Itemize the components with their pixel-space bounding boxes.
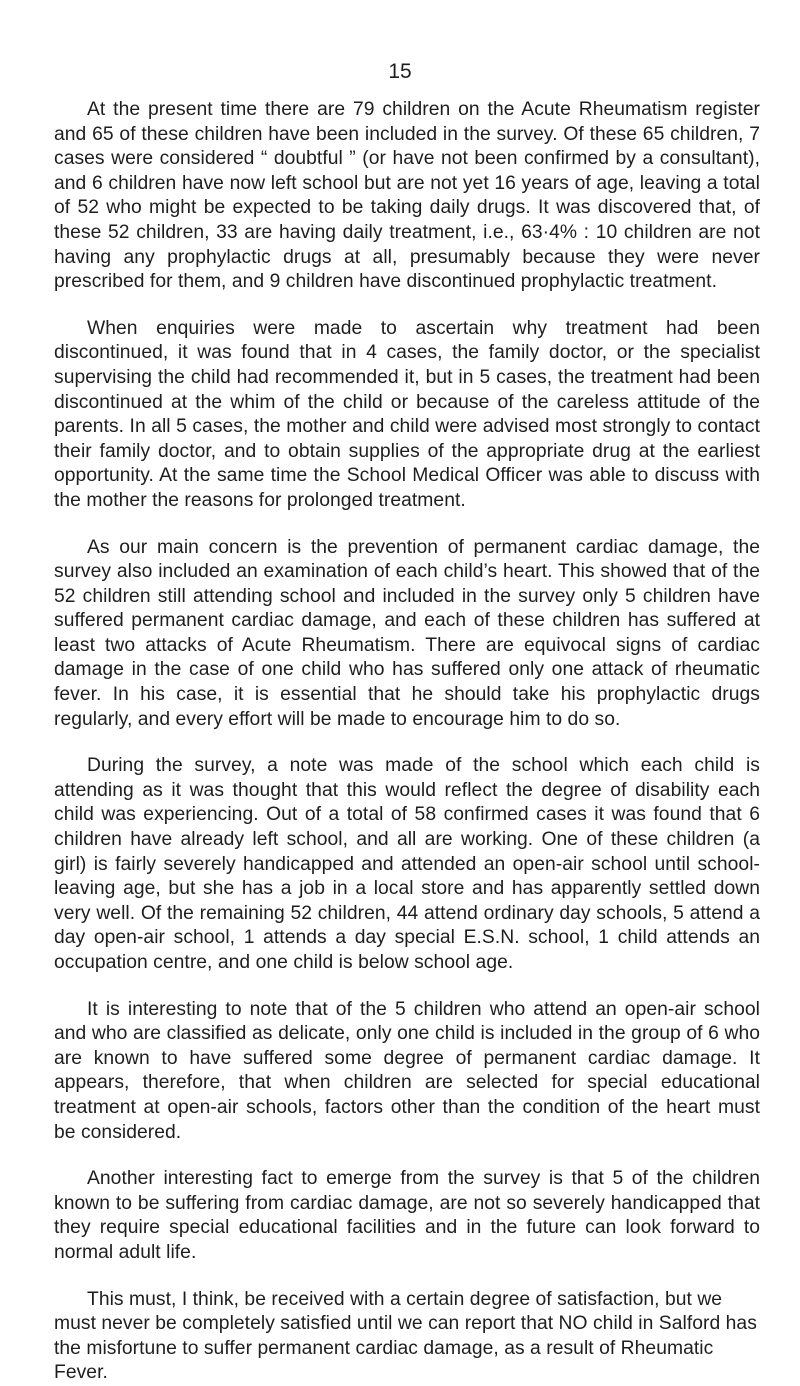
paragraph-1: At the present time there are 79 children on the Acute Rheumatism register and 65 of these children have been included in the survey. Of these 65 children, 7 cases were considered “ doubtful ” (or have not been confirmed by a consultant), and 6 children have now left school but are not yet 16 years of age, leaving a total of 52 who might be expected to be taking daily drugs. It was discovered that, of these 52 children, 33 are having daily treatment, i.e., 63·4% : 10 children are not having any prophylactic drugs at all, presumably because they were never prescribed for them, and 9 children have discontinued prophylactic treatment. [54, 99, 760, 293]
paragraph-7: This must, I think, be received with a certain degree of satisfaction, but we must never be completely satisfied until we can report that NO child in Salford has the misfortune to suffer permanent cardiac damage, as a result of Rheumatic Fever. [54, 1288, 757, 1384]
paragraph-5: It is interesting to note that of the 5 children who attend an open-air school and who are classified as delicate, only one child is included in the group of 6 who are known to have suffered some degree of permanent cardiac damage. It appears, therefore, that when children are selected for special educational treatment at open-air schools, factors other than the condition of the heart must be considered. [54, 998, 760, 1143]
page-number: 15 [388, 60, 412, 83]
paragraph-4: During the survey, a note was made of the school which each child is attending as it was thought that this would reflect the degree of disability each child was experiencing. Out of a total of 58 confirmed cases it was found that 6 children have already left school, and all are working. One of these children (a girl) is fairly severely handicapped and attended an open-air school until school-leaving age, but she has a job in a local store and has apparently settled down very well. Of the remaining 52 children, 44 attend ordinary day schools, 5 attend a day open-air school, 1 attends a day special E.S.N. school, 1 child attends an occupation centre, and one child is below school age. [54, 755, 760, 973]
paragraph-2: When enquiries were made to ascertain why treatment had been discontinued, it was found that in 4 cases, the family doctor, or the specialist supervising the child had recommended it, but in 5 cases, the treatment had been discontinued at the whim of the child or because of the careless attitude of the parents. In all 5 cases, the mother and child were advised most strongly to contact their family doctor, and to obtain supplies of the appropriate drug at the earliest opportunity. At the same time the School Medical Officer was able to discuss with the mother the reasons for prolonged treatment. [54, 317, 760, 511]
paragraph-6: Another interesting fact to emerge from the survey is that 5 of the children known to be suffering from cardiac damage, are not so severely handicapped that they require special educational facilities and in the future can look forward to normal adult life. [54, 1168, 760, 1263]
paragraph-3: As our main concern is the prevention of permanent cardiac damage, the survey also included an examination of each child’s heart. This showed that of the 52 children still attending school and included in the survey only 5 children have suffered permanent cardiac damage, and each of these children has suffered at least two attacks of Acute Rheumatism. There are equivocal signs of cardiac damage in the case of one child who has suffered only one attack of rheumatic fever. In his case, it is essential that he should take his prophylactic drugs regularly, and every effort will be made to encourage him to do so. [54, 536, 760, 730]
body-text [54, 98, 760, 1386]
